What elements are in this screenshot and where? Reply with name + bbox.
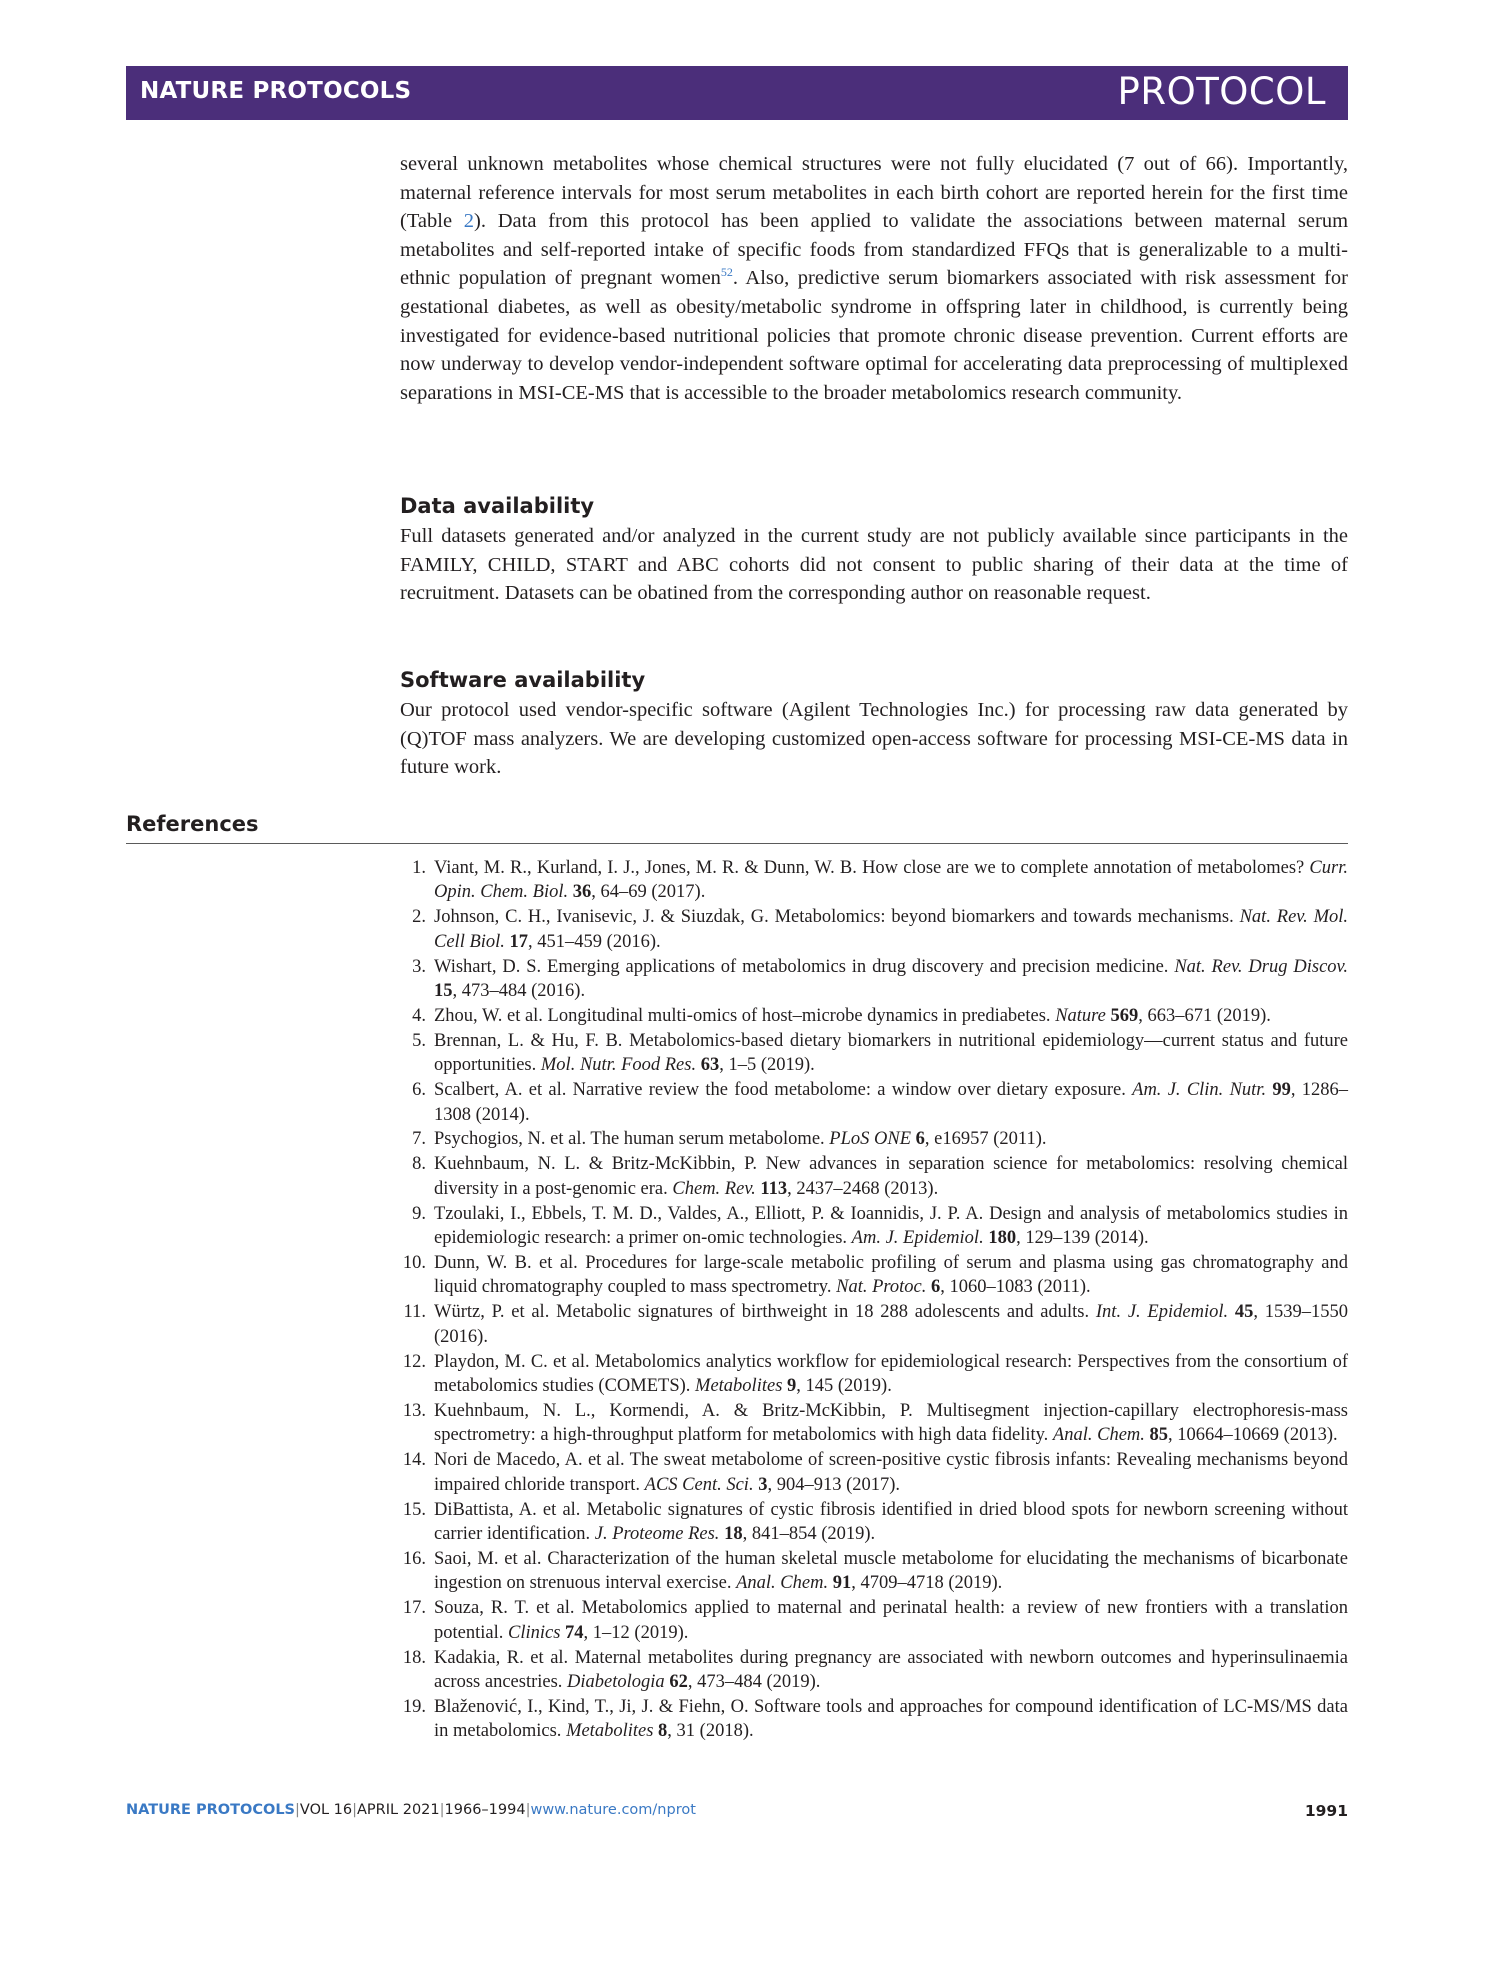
data-availability-section bbox=[400, 494, 1348, 608]
reference-text: Würtz, P. et al. Metabolic signatures of birthweight in 18 288 adolescents and adults. bbox=[434, 1302, 1090, 1323]
reference-text: DiBattista, A. et al. Metabolic signatures of cystic fibrosis identified in dried blood spots for newborn screening without carrier identification. bbox=[434, 1499, 1348, 1544]
reference-volume: 45 bbox=[1234, 1302, 1254, 1323]
references-divider bbox=[126, 843, 1348, 844]
reference-text: Viant, M. R., Kurland, I. J., Jones, M. R. & Dunn, W. B. How close are we to complete annotation of metabolomes? bbox=[434, 858, 1305, 878]
reference-text: Johnson, C. H., Ivanisevic, J. & Siuzdak, G. Metabolomics: beyond biomarkers and towards mechanisms. bbox=[434, 907, 1234, 928]
reference-journal: Diabetologia bbox=[567, 1671, 665, 1692]
reference-item bbox=[400, 1547, 1348, 1596]
reference-pages: , 64–69 (2017). bbox=[591, 882, 706, 903]
reference-item bbox=[400, 856, 1348, 905]
reference-number: 3. bbox=[412, 956, 426, 977]
reference-text: Nori de Macedo, A. et al. The sweat metabolome of screen-positive cystic fibrosis infants: Revealing mechanisms beyond impaired chloride transport. bbox=[434, 1450, 1348, 1495]
reference-number: 12. bbox=[402, 1351, 426, 1372]
reference-volume: 9 bbox=[787, 1376, 797, 1397]
reference-pages: , 4709–4718 (2019). bbox=[851, 1573, 1003, 1594]
footer-url-link[interactable]: www.nature.com/nprot bbox=[530, 1802, 696, 1818]
reference-item bbox=[400, 1251, 1348, 1300]
reference-journal: Metabolites bbox=[566, 1721, 654, 1742]
reference-text: Scalbert, A. et al. Narrative review the food metabolome: a window over dietary exposure. bbox=[434, 1080, 1126, 1101]
intro-text-1: several unknown metabolites whose chemical structures were not fully elucidated (7 out of 66). Importantly, maternal reference intervals for most serum metabolites in each birth cohort are reported herein for the first time (Table bbox=[400, 153, 1348, 233]
reference-pages: , 1060–1083 (2011). bbox=[940, 1277, 1091, 1298]
intro-text-3: . Also, predictive serum biomarkers associated with risk assessment for gestational diabetes, as well as obesity/metabolic syndrome in offspring later in childhood, is currently being investigated for evidence-based nutritional policies that promote chronic disease prevention. Current efforts are now underway to develop vendor-independent software optimal for accelerating data preprocessing of multiplexed separations in MSI-CE-MS that is accessible to the broader metabolomics research community. bbox=[400, 267, 1348, 404]
reference-journal: ACS Cent. Sci. bbox=[644, 1474, 754, 1495]
reference-journal: Chem. Rev. bbox=[672, 1178, 756, 1199]
reference-item bbox=[400, 905, 1348, 954]
reference-volume: 91 bbox=[832, 1573, 852, 1594]
article-type: PROTOCOL bbox=[1117, 70, 1326, 113]
reference-pages: , 1–12 (2019). bbox=[583, 1622, 689, 1643]
reference-volume: 8 bbox=[658, 1721, 668, 1742]
citation-link[interactable]: 52 bbox=[720, 265, 733, 280]
reference-journal: Nature bbox=[1055, 1005, 1106, 1026]
reference-text: Blaženović, I., Kind, T., Ji, J. & Fiehn, O. Software tools and approaches for compound identification of LC-MS/MS data in metabolomics. bbox=[434, 1696, 1348, 1742]
reference-journal: Curr. Opin. Chem. Biol. bbox=[434, 858, 1348, 903]
intro-text-2: ). Data from this protocol has been applied to validate the associations between maternal serum metabolites and self-reported intake of specific foods from standardized FFQs that is generalizable to a multi-ethnic population of pregnant women bbox=[400, 210, 1349, 290]
reference-journal: Mol. Nutr. Food Res. bbox=[540, 1055, 697, 1076]
reference-pages: , 2437–2468 (2013). bbox=[787, 1178, 939, 1199]
reference-pages: , 10664–10669 (2013). bbox=[1168, 1425, 1338, 1446]
reference-text: Souza, R. T. et al. Metabolomics applied to maternal and perinatal health: a review of new frontiers with a translation potential. bbox=[434, 1598, 1348, 1643]
reference-journal: Int. J. Epidemiol. bbox=[1095, 1302, 1229, 1323]
reference-journal: PLoS ONE bbox=[829, 1129, 912, 1150]
reference-volume: 63 bbox=[700, 1055, 720, 1076]
reference-pages: , e16957 (2011). bbox=[924, 1129, 1047, 1150]
reference-volume: 3 bbox=[758, 1474, 768, 1495]
reference-pages: , 473–484 (2019). bbox=[687, 1671, 821, 1692]
reference-pages: , 841–854 (2019). bbox=[742, 1523, 876, 1544]
reference-volume: 62 bbox=[669, 1671, 688, 1692]
reference-item bbox=[400, 1695, 1348, 1744]
reference-volume: 6 bbox=[931, 1277, 941, 1298]
reference-text: Dunn, W. B. et al. Procedures for large-scale metabolic profiling of serum and plasma using gas chromatography and liquid chromatography coupled to mass spectrometry. bbox=[434, 1253, 1348, 1298]
reference-volume: 180 bbox=[988, 1228, 1017, 1249]
reference-volume: 74 bbox=[565, 1622, 584, 1643]
reference-number: 1. bbox=[412, 858, 426, 878]
reference-volume: 569 bbox=[1110, 1005, 1139, 1026]
footer-journal: NATURE PROTOCOLS bbox=[126, 1802, 296, 1818]
reference-pages: , 1539–1550 (2016). bbox=[434, 1302, 1349, 1347]
reference-journal: Clinics bbox=[507, 1622, 561, 1643]
reference-journal: Am. J. Clin. Nutr. bbox=[1132, 1080, 1267, 1101]
reference-number: 14. bbox=[402, 1450, 426, 1471]
reference-item bbox=[400, 955, 1348, 1004]
reference-pages: , 31 (2018). bbox=[667, 1721, 754, 1742]
reference-text: Kadakia, R. et al. Maternal metabolites during pregnancy are associated with newborn outcomes and hyperinsulinaemia across ancestries. bbox=[434, 1647, 1348, 1692]
reference-volume: 18 bbox=[724, 1523, 743, 1544]
reference-journal: Anal. Chem. bbox=[736, 1573, 829, 1594]
reference-number: 6. bbox=[412, 1080, 426, 1101]
reference-journal: Nat. Protoc. bbox=[836, 1277, 927, 1298]
software-availability-heading: Software availability bbox=[400, 668, 646, 692]
reference-journal: Nat. Rev. Mol. Cell Biol. bbox=[434, 907, 1349, 952]
reference-pages: , 451–459 (2016). bbox=[528, 931, 661, 952]
reference-number: 2. bbox=[412, 907, 426, 928]
journal-name: NATURE PROTOCOLS bbox=[140, 78, 412, 104]
reference-item bbox=[400, 1078, 1348, 1127]
reference-number: 8. bbox=[412, 1154, 426, 1175]
reference-text: Saoi, M. et al. Characterization of the human skeletal muscle metabolome for elucidating the mechanisms of bicarbonate ingestion on strenuous interval exercise. bbox=[434, 1548, 1348, 1594]
reference-item bbox=[400, 1152, 1348, 1201]
reference-text: Zhou, W. et al. Longitudinal multi-omics of host–microbe dynamics in prediabetes. bbox=[434, 1005, 1051, 1026]
reference-text: Psychogios, N. et al. The human serum metabolome. bbox=[434, 1129, 825, 1150]
reference-item bbox=[400, 1350, 1348, 1399]
page-number: 1991 bbox=[1304, 1802, 1348, 1820]
reference-pages: , 1286–1308 (2014). bbox=[434, 1080, 1349, 1125]
data-availability-text: Full datasets generated and/or analyzed in the current study are not publicly available since participants in the FAMILY, CHILD, START and ABC cohorts did not consent to public sharing of their data at the time of recruitment. Datasets can be obatined from the corresponding author on reasonable request. bbox=[400, 525, 1348, 605]
reference-item bbox=[400, 1300, 1348, 1349]
reference-item bbox=[400, 1029, 1348, 1078]
footer-volume: VOL 16 bbox=[299, 1802, 353, 1818]
reference-number: 10. bbox=[402, 1253, 426, 1273]
data-availability-heading: Data availability bbox=[400, 494, 595, 518]
reference-pages: , 145 (2019). bbox=[796, 1376, 892, 1397]
reference-volume: 113 bbox=[760, 1178, 788, 1199]
reference-number: 4. bbox=[412, 1005, 426, 1026]
reference-item bbox=[400, 1448, 1348, 1497]
reference-volume: 85 bbox=[1149, 1425, 1169, 1446]
reference-item bbox=[400, 1202, 1348, 1251]
reference-pages: , 663–671 (2019). bbox=[1138, 1005, 1271, 1026]
table-link[interactable]: 2 bbox=[463, 210, 475, 233]
reference-volume: 17 bbox=[509, 931, 529, 952]
reference-pages: , 473–484 (2016). bbox=[452, 981, 586, 1002]
reference-text: Kuehnbaum, N. L. & Britz-McKibbin, P. New advances in separation science for metabolomics: resolving chemical diversity in a post-genomic era. bbox=[434, 1154, 1348, 1199]
reference-number: 18. bbox=[402, 1647, 426, 1668]
reference-text: Wishart, D. S. Emerging applications of metabolomics in drug discovery and precision medicine. bbox=[434, 956, 1169, 977]
footer-date: APRIL 2021 bbox=[357, 1802, 440, 1818]
reference-pages: , 1–5 (2019). bbox=[719, 1055, 815, 1076]
reference-text: Playdon, M. C. et al. Metabolomics analytics workflow for epidemiological research: Perspectives from the consortium of metabolomics studies (COMETS). bbox=[434, 1351, 1348, 1397]
page-footer: NATURE PROTOCOLS|VOL 16|APRIL 2021|1966–1994|www.nature.com/nprot 1991 bbox=[126, 1802, 1348, 1820]
reference-pages: , 129–139 (2014). bbox=[1016, 1228, 1149, 1249]
reference-number: 16. bbox=[402, 1548, 426, 1569]
reference-number: 13. bbox=[402, 1400, 426, 1421]
reference-journal: Anal. Chem. bbox=[1052, 1425, 1145, 1446]
journal-header-bar bbox=[126, 66, 1348, 120]
reference-text: Tzoulaki, I., Ebbels, T. M. D., Valdes, A., Elliott, P. & Ioannidis, J. P. A. Design and analysis of metabolomics studies in epidemiologic research: a primer on-omic technologies. bbox=[434, 1203, 1348, 1249]
software-availability-section bbox=[400, 668, 1348, 782]
reference-number: 17. bbox=[402, 1598, 426, 1619]
references-heading: References bbox=[126, 812, 259, 836]
intro-paragraph bbox=[400, 150, 1348, 407]
reference-number: 9. bbox=[412, 1203, 426, 1224]
reference-journal: Am. J. Epidemiol. bbox=[851, 1228, 984, 1249]
reference-volume: 99 bbox=[1272, 1080, 1291, 1101]
reference-item bbox=[400, 1127, 1348, 1151]
reference-list bbox=[400, 856, 1348, 1744]
reference-item bbox=[400, 1596, 1348, 1645]
reference-volume: 6 bbox=[915, 1129, 925, 1150]
software-availability-text: Our protocol used vendor-specific software (Agilent Technologies Inc.) for processing raw data generated by (Q)TOF mass analyzers. We are developing customized open-access software for processing MSI-CE-MS data in future work. bbox=[400, 699, 1348, 779]
reference-number: 11. bbox=[403, 1302, 426, 1323]
reference-journal: Nat. Rev. Drug Discov. bbox=[1174, 956, 1348, 977]
footer-pages: 1966–1994 bbox=[444, 1802, 526, 1818]
reference-text: Kuehnbaum, N. L., Kormendi, A. & Britz-McKibbin, P. Multisegment injection-capillary electrophoresis-mass spectrometry: a high-throughput platform for metabolomics with high data fidelity. bbox=[434, 1400, 1348, 1446]
reference-item bbox=[400, 1498, 1348, 1547]
reference-item bbox=[400, 1004, 1348, 1028]
reference-volume: 15 bbox=[434, 981, 453, 1002]
reference-pages: , 904–913 (2017). bbox=[767, 1474, 901, 1495]
reference-number: 5. bbox=[412, 1030, 426, 1051]
reference-journal: J. Proteome Res. bbox=[594, 1523, 720, 1544]
reference-number: 15. bbox=[402, 1499, 426, 1520]
reference-number: 19. bbox=[402, 1696, 426, 1717]
reference-item bbox=[400, 1646, 1348, 1695]
reference-volume: 36 bbox=[572, 882, 592, 903]
reference-number: 7. bbox=[412, 1129, 426, 1150]
reference-journal: Metabolites bbox=[695, 1376, 783, 1397]
reference-item bbox=[400, 1399, 1348, 1448]
reference-text: Brennan, L. & Hu, F. B. Metabolomics-based dietary biomarkers in nutritional epidemiology—current status and future opportunities. bbox=[434, 1030, 1348, 1076]
